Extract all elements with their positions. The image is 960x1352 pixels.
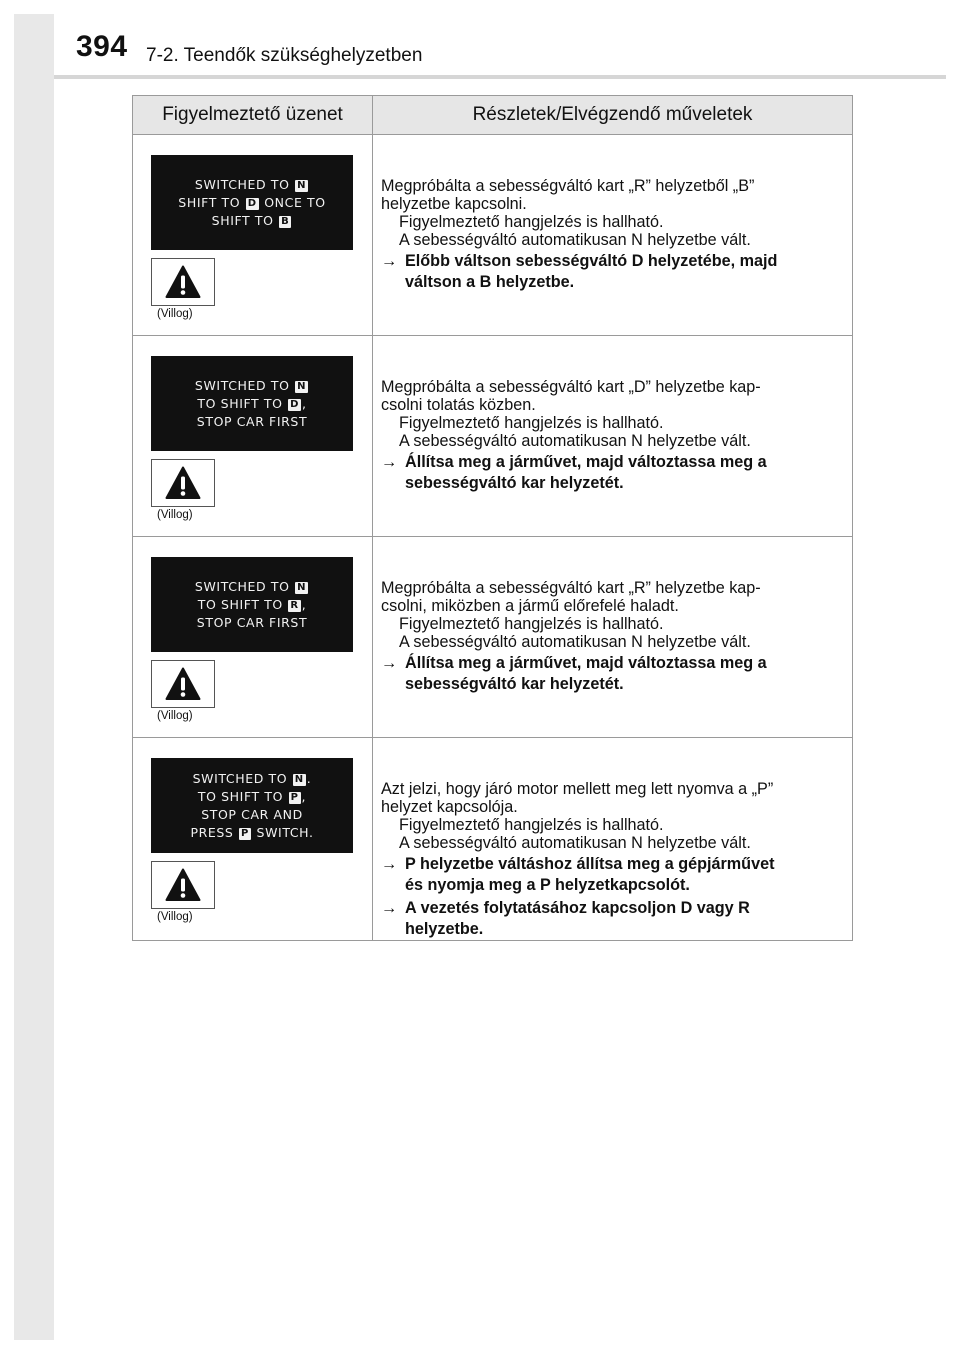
display-screen bbox=[151, 356, 353, 451]
page-number: 394 bbox=[76, 30, 128, 63]
description-line: Azt jelzi, hogy járó motor mellett meg lett nyomva a „P” bbox=[381, 780, 774, 798]
action-step bbox=[381, 653, 838, 695]
warning-light-box bbox=[151, 258, 215, 306]
action-line: P helyzetbe váltáshoz állítsa meg a gépjárművet bbox=[405, 855, 775, 873]
display-screen bbox=[151, 758, 353, 853]
blink-status-label: (Villog) bbox=[157, 509, 193, 521]
description-line: Megpróbálta a sebességváltó kart „R” helyzetbe kap- bbox=[381, 579, 761, 597]
warning-message-table bbox=[132, 95, 853, 941]
action-step bbox=[381, 898, 838, 940]
gear-position-badge: P bbox=[241, 827, 249, 839]
table-header-row bbox=[133, 96, 853, 135]
table-row bbox=[133, 738, 853, 941]
display-text: PRESS bbox=[190, 824, 239, 840]
action-line: helyzetbe. bbox=[405, 920, 484, 938]
description-note: Figyelmeztető hangjelzés is hallható. bbox=[399, 414, 664, 432]
blink-status-label: (Villog) bbox=[157, 308, 193, 320]
blink-status-label: (Villog) bbox=[157, 710, 193, 722]
display-text: TO SHIFT TO bbox=[197, 788, 288, 804]
action-text bbox=[405, 854, 774, 896]
arrow-icon: → bbox=[381, 453, 398, 471]
arrow-icon: → bbox=[381, 855, 398, 873]
display-line bbox=[201, 806, 303, 824]
display-line bbox=[197, 413, 307, 431]
display-text: SWITCHED TO bbox=[194, 176, 295, 192]
display-line bbox=[178, 194, 325, 212]
display-line bbox=[190, 824, 313, 842]
action-text bbox=[405, 653, 767, 695]
section-title: 7-2. Teendők szükséghelyzetben bbox=[146, 45, 423, 66]
gear-position-badge: N bbox=[297, 380, 307, 392]
gear-position-badge: D bbox=[247, 197, 257, 209]
warning-triangle-icon bbox=[165, 265, 201, 299]
details-cell bbox=[373, 738, 853, 941]
details-text bbox=[373, 135, 852, 293]
details-cell bbox=[373, 336, 853, 537]
arrow-icon: → bbox=[381, 899, 398, 917]
display-text: SWITCHED TO bbox=[194, 578, 295, 594]
table-row bbox=[133, 135, 853, 336]
message-cell bbox=[133, 738, 373, 941]
description-line: csolni, miközben a jármű előrefelé haladt. bbox=[381, 597, 679, 615]
action-line: és nyomja meg a P helyzetkapcsolót. bbox=[405, 876, 690, 894]
side-band bbox=[14, 14, 54, 1340]
action-line: A vezetés folytatásához kapcsoljon D vagy R bbox=[405, 899, 750, 917]
display-screen bbox=[151, 557, 353, 652]
warning-light-box bbox=[151, 861, 215, 909]
display-text: SHIFT TO bbox=[178, 194, 245, 210]
details-text bbox=[373, 738, 852, 940]
warning-triangle-icon bbox=[165, 868, 201, 902]
display-text: , bbox=[301, 596, 307, 612]
message-cell bbox=[133, 537, 373, 738]
action-line: sebességváltó kar helyzetét. bbox=[405, 675, 624, 693]
description-line: Megpróbálta a sebességváltó kart „D” helyzetbe kap- bbox=[381, 378, 761, 396]
warning-triangle-icon bbox=[165, 466, 201, 500]
display-text: , bbox=[302, 395, 307, 411]
table-row bbox=[133, 537, 853, 738]
display-line bbox=[197, 614, 307, 632]
column-header-details: Részletek/Elvégzendő műveletek bbox=[373, 96, 853, 135]
display-text: SWITCHED TO bbox=[192, 770, 292, 786]
action-line: sebességváltó kar helyzetét. bbox=[405, 474, 624, 492]
description-note: A sebességváltó automatikusan N helyzetbe vált. bbox=[399, 633, 751, 651]
display-line bbox=[212, 212, 293, 230]
details-text bbox=[373, 336, 852, 494]
display-text: , bbox=[301, 788, 307, 804]
display-line bbox=[197, 395, 306, 413]
description-line: helyzetbe kapcsolni. bbox=[381, 195, 527, 213]
display-line bbox=[195, 377, 309, 395]
arrow-icon: → bbox=[381, 252, 398, 270]
display-line bbox=[195, 578, 309, 596]
gear-position-badge: N bbox=[294, 773, 304, 785]
display-text: STOP CAR FIRST bbox=[196, 614, 308, 630]
description-line: csolni tolatás közben. bbox=[381, 396, 536, 414]
message-cell bbox=[133, 135, 373, 336]
warning-light-box bbox=[151, 660, 215, 708]
details-cell bbox=[373, 537, 853, 738]
gear-position-badge: P bbox=[290, 791, 299, 803]
details-cell bbox=[373, 135, 853, 336]
action-step bbox=[381, 452, 838, 494]
display-text: ONCE TO bbox=[259, 194, 326, 210]
description-line: Megpróbálta a sebességváltó kart „R” helyzetből „B” bbox=[381, 177, 755, 195]
action-line: Előbb váltson sebességváltó D helyzetébe, majd bbox=[405, 252, 778, 270]
description-note: A sebességváltó automatikusan N helyzetbe vált. bbox=[399, 231, 751, 249]
warning-triangle-icon bbox=[165, 667, 201, 701]
details-text bbox=[373, 537, 852, 695]
header-rule bbox=[54, 75, 946, 79]
action-line: váltson a B helyzetbe. bbox=[405, 273, 575, 291]
gear-position-badge: D bbox=[290, 398, 300, 410]
action-text bbox=[405, 898, 750, 940]
description-note: Figyelmeztető hangjelzés is hallható. bbox=[399, 816, 664, 834]
display-text: STOP CAR FIRST bbox=[196, 413, 308, 429]
warning-light-box bbox=[151, 459, 215, 507]
description-note: A sebességváltó automatikusan N helyzetbe vált. bbox=[399, 834, 751, 852]
gear-position-badge: R bbox=[290, 599, 299, 611]
action-line: Állítsa meg a járművet, majd változtassa meg a bbox=[405, 654, 767, 672]
display-text: . bbox=[306, 770, 312, 786]
display-line bbox=[198, 596, 307, 614]
display-text: STOP CAR AND bbox=[201, 806, 303, 822]
description-line: helyzet kapcsolója. bbox=[381, 798, 518, 816]
display-text: TO SHIFT TO bbox=[197, 596, 288, 612]
table-row bbox=[133, 336, 853, 537]
action-text bbox=[405, 251, 777, 293]
display-text: SWITCH. bbox=[251, 824, 314, 840]
gear-position-badge: N bbox=[297, 179, 307, 191]
action-text bbox=[405, 452, 767, 494]
display-screen bbox=[151, 155, 353, 250]
message-cell bbox=[133, 336, 373, 537]
description-note: Figyelmeztető hangjelzés is hallható. bbox=[399, 213, 664, 231]
description-note: Figyelmeztető hangjelzés is hallható. bbox=[399, 615, 664, 633]
description-note: A sebességváltó automatikusan N helyzetbe vált. bbox=[399, 432, 751, 450]
action-line: Állítsa meg a járművet, majd változtassa meg a bbox=[405, 453, 767, 471]
action-step bbox=[381, 251, 838, 293]
arrow-icon: → bbox=[381, 654, 398, 672]
display-line bbox=[198, 788, 306, 806]
action-step bbox=[381, 854, 838, 896]
display-text: SWITCHED TO bbox=[194, 377, 295, 393]
gear-position-badge: N bbox=[297, 581, 307, 593]
display-line bbox=[193, 770, 312, 788]
display-text: SHIFT TO bbox=[211, 212, 279, 228]
column-header-message: Figyelmeztető üzenet bbox=[133, 96, 373, 135]
display-text: TO SHIFT TO bbox=[197, 395, 288, 411]
blink-status-label: (Villog) bbox=[157, 911, 193, 923]
display-line bbox=[195, 176, 309, 194]
gear-position-badge: B bbox=[281, 215, 290, 227]
